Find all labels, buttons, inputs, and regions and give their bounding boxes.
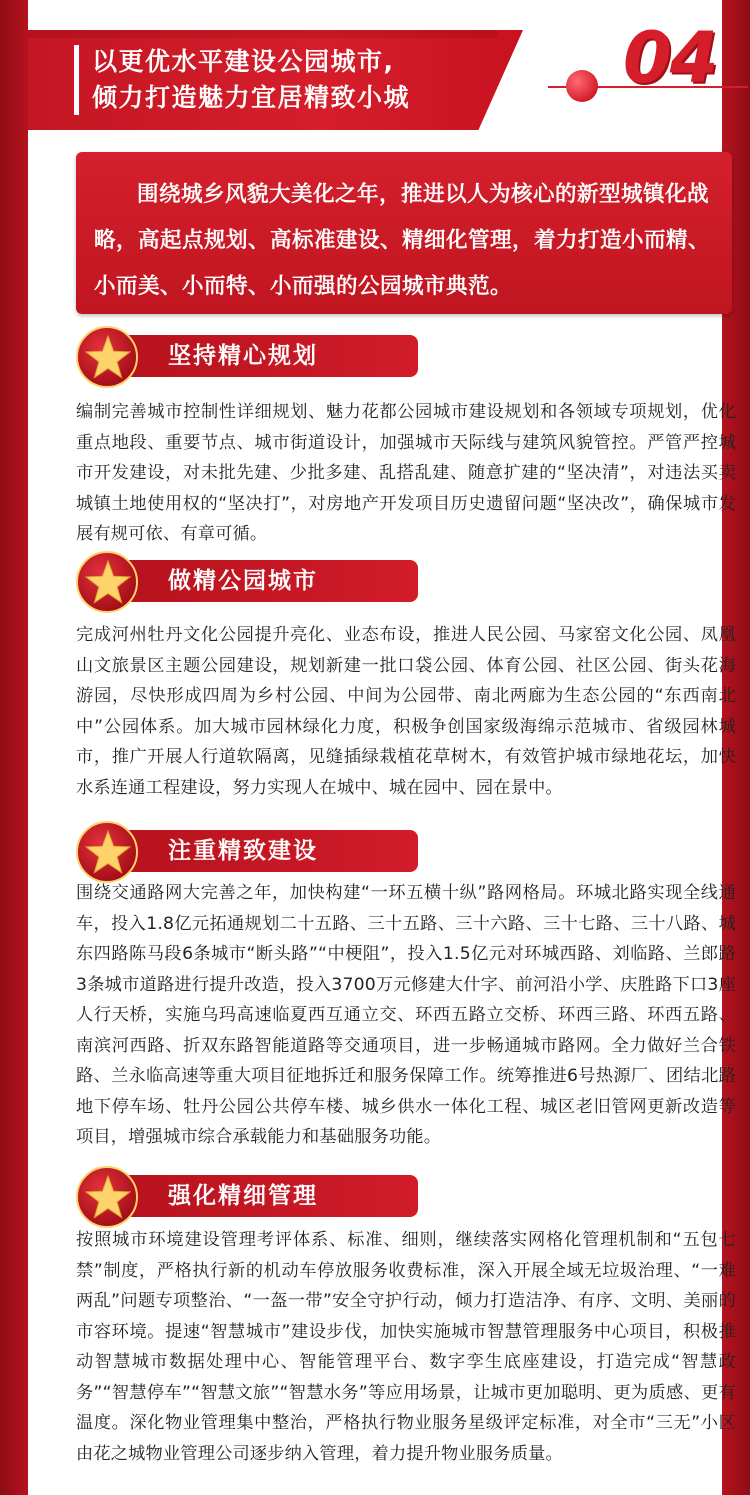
page-title-line2: 倾力打造魅力宜居精致小城 [92, 83, 411, 112]
section-title: 做精公园城市 [168, 568, 318, 594]
section-body-1: 编制完善城市控制性详细规划、魅力花都公园城市建设规划和各领域专项规划，优化重点地段、重要节点、城市街道设计，加强城市天际线与建筑风貌管控。严管严控城市开发建设，对未批先建、少批多建、乱搭乱建、随意扩建的“坚决清”，对违法买卖城镇土地使用权的“坚决打”，对房地产开发项目历史遗留问题“坚决改”，确保城市发展有规可依、有章可循。 [76, 402, 736, 544]
section-body-3: 围绕交通路网大完善之年，加快构建“一环五横十纵”路网格局。环城北路实现全线通车，投入1.8亿元拓通规划二十五路、三十五路、三十六路、三十七路、三十八路、城东四路陈马段6条城市“断头路”“中梗阻”，投入1.5亿元对环城西路、刘临路、兰郎路3条城市道路进行提升改造，投入3700万元修建大什字、前河沿小学、庆胜路下口3座人行天桥，实施乌玛高速临夏西互通立交、环西五路立交桥、环西三路、环西五路、南滨河西路、折双东路智能道路等交通项目，进一步畅通城市路网。全力做好兰合铁路、兰永临高速等重大项目征地拆迁和服务保障工作。统筹推进6号热源厂、团结北路地下停车场、牡丹公园公共停车楼、城乡供水一体化工程、城区老旧管网更新改造等项目，增强城市综合承载能力和基础服务功能。 [76, 883, 736, 1147]
section-body-4: 按照城市环境建设管理考评体系、标准、细则，继续落实网格化管理机制和“五包七禁”制度，严格执行新的机动车停放服务收费标准，深入开展全域无垃圾治理、“一难两乱”问题专项整治、“一盔一带”安全守护行动，倾力打造洁净、有序、文明、美丽的市容环境。提速“智慧城市”建设步伐，加快实施城市智慧管理服务中心项目，积极推动智慧城市数据处理中心、智能管理平台、数字孪生底座建设，打造完成“智慧政务”“智慧停车”“智慧文旅”“智慧水务”等应用场景，让城市更加聪明、更为质感、更有温度。深化物业管理集中整治，严格执行物业服务星级评定标准，对全市“三无”小区由花之城物业管理公司逐步纳入管理，着力提升物业服务质量。 [76, 1230, 736, 1464]
section-header-3 [76, 821, 426, 881]
star-icon [76, 551, 138, 613]
intro-box: 围绕城乡风貌大美化之年，推进以人为核心的新型城镇化战略，高起点规划、高标准建设、精细化管理，着力打造小而精、小而美、小而特、小而强的公园城市典范。 [76, 152, 732, 314]
section-title: 坚持精心规划 [168, 343, 318, 369]
star-icon [76, 326, 138, 388]
left-border-strip [0, 0, 28, 1495]
header-deco-dot [566, 70, 598, 102]
header-accent-bar [74, 45, 79, 115]
section-header-1 [76, 326, 426, 386]
section-title: 强化精细管理 [168, 1183, 318, 1209]
section-header-2 [76, 551, 426, 611]
section-body-2: 完成河州牡丹文化公园提升亮化、业态布设，推进人民公园、马家窑文化公园、凤凰山文旅景区主题公园建设，规划新建一批口袋公园、体育公园、社区公园、街头花海游园，尽快形成四周为乡村公园、中间为公园带、南北两廊为生态公园的“东西南北中”公园体系。加大城市园林绿化力度，积极争创国家级海绵示范城市、省级园林城市，推广开展人行道软隔离，见缝插绿栽植花草树木，有效管护城市绿地花坛，加快水系连通工程建设，努力实现人在城中、城在园中、园在景中。 [76, 625, 736, 798]
page-title [92, 44, 410, 116]
star-icon [76, 1166, 138, 1228]
star-icon [76, 821, 138, 883]
section-header-4 [76, 1166, 426, 1226]
section-title: 注重精致建设 [168, 838, 318, 864]
section-number: 04 [623, 17, 717, 99]
page-title-line1: 以更优水平建设公园城市, [92, 47, 395, 76]
content-panel [28, 0, 736, 1495]
